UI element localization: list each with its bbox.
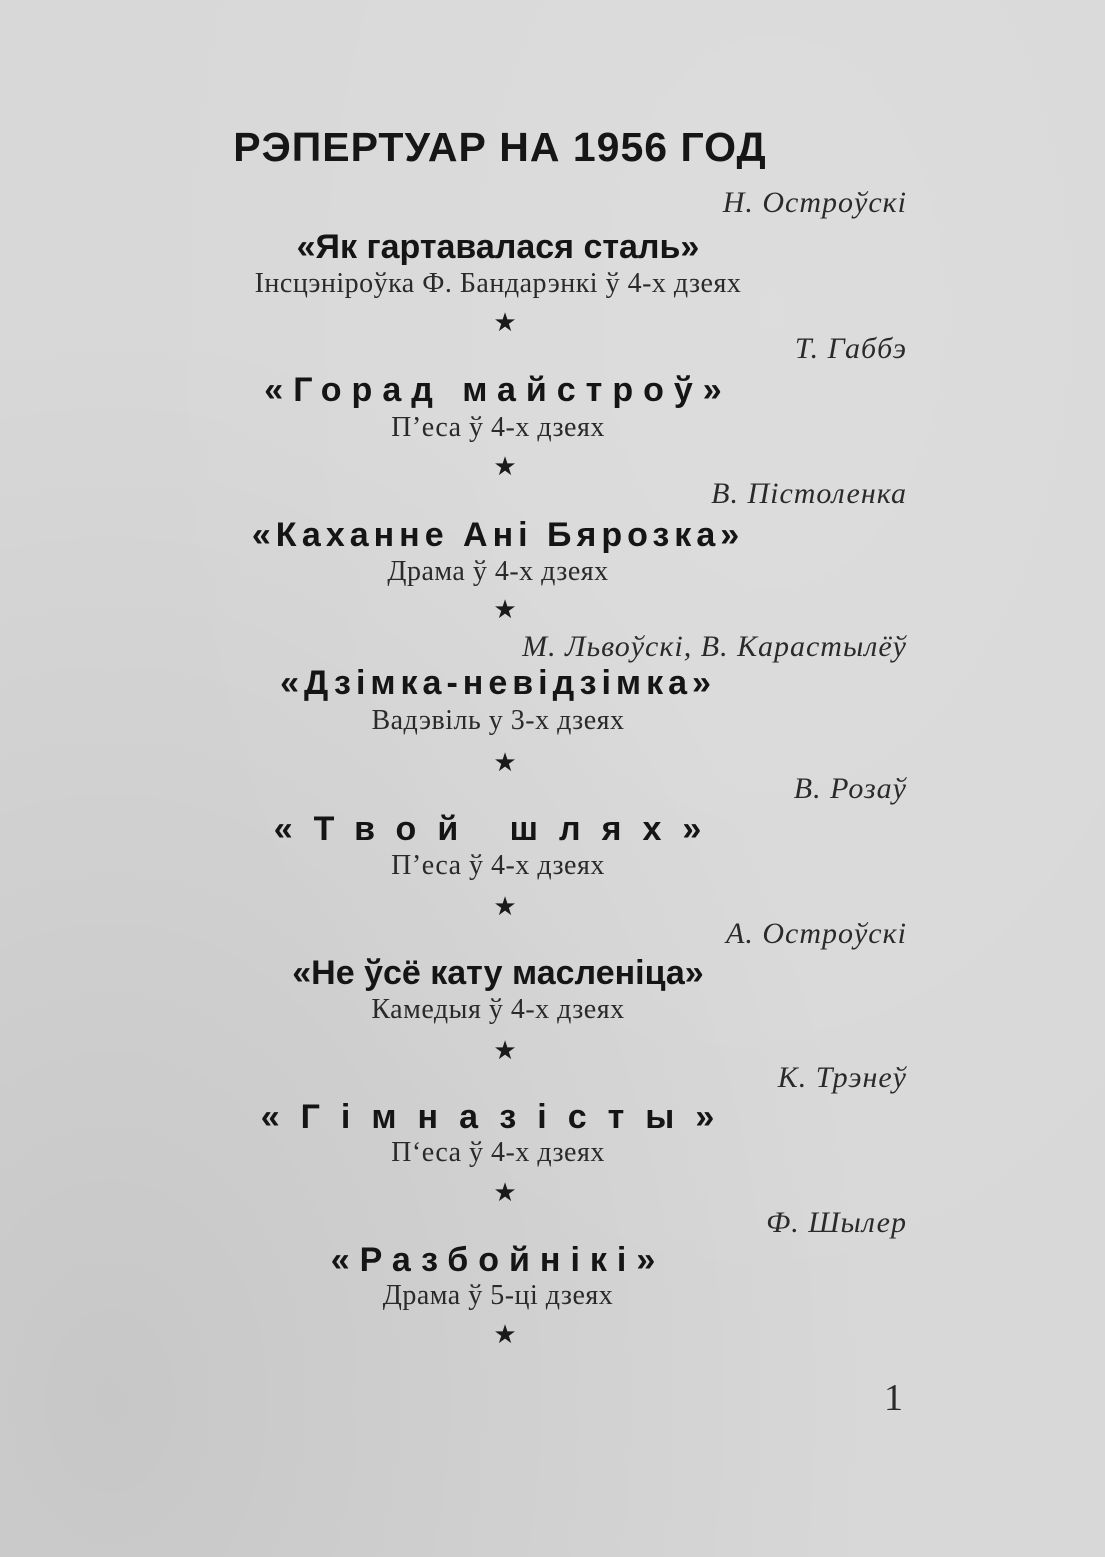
separator-star-5: ★ <box>493 892 517 922</box>
entry-7-author: К. Трэнеў <box>777 1061 907 1094</box>
entry-2-subtitle: П’еса ў 4-х дзеях <box>391 412 605 443</box>
entry-1-subtitle: Інсцэніроўка Ф. Бандарэнкі ў 4-х дзеях <box>254 268 742 299</box>
entry-4-title: «Дзімка-невідзімка» <box>280 664 716 702</box>
entry-8-title: «Разбойнікі» <box>330 1241 666 1279</box>
entry-3-author: В. Пістоленка <box>711 477 907 510</box>
entry-1-title: «Як гартавалася сталь» <box>296 228 700 266</box>
entry-5-subtitle: П’еса ў 4-х дзеях <box>391 850 605 881</box>
entry-5-title: «Твой шлях» <box>273 810 723 848</box>
separator-star-1: ★ <box>493 308 517 338</box>
separator-star-3: ★ <box>493 595 517 625</box>
entry-8-subtitle: Драма ў 5-ці дзеях <box>382 1280 614 1311</box>
entry-4-author: М. Львоўскі, В. Карастылёў <box>522 630 907 663</box>
entry-1-author: Н. Остроўскі <box>722 186 907 219</box>
entry-2-title: «Горад майстроў» <box>264 371 732 409</box>
separator-star-6: ★ <box>493 1036 517 1066</box>
separator-star-4: ★ <box>493 748 517 778</box>
entry-8-author: Ф. Шылер <box>766 1206 907 1239</box>
entry-3-title: «Каханне Ані Бярозка» <box>251 516 745 554</box>
entry-5-author: В. Розаў <box>793 772 907 805</box>
separator-star-8: ★ <box>493 1320 517 1350</box>
entry-7-subtitle: П‘еса ў 4-х дзеях <box>391 1137 605 1168</box>
separator-star-2: ★ <box>493 452 517 482</box>
entry-6-subtitle: Камедыя ў 4-х дзеях <box>371 994 625 1025</box>
entry-6-author: А. Остроўскі <box>726 917 907 950</box>
entry-2-author: Т. Габбэ <box>794 332 907 365</box>
separator-star-7: ★ <box>493 1178 517 1208</box>
entry-4-subtitle: Вадэвіль у 3-х дзеях <box>371 705 625 736</box>
entry-3-subtitle: Драма ў 4-х дзеях <box>387 556 609 587</box>
entry-6-title: «Не ўсё кату масленіца» <box>292 954 704 992</box>
entry-7-title: «Гімназісты» <box>260 1098 736 1136</box>
page-number: 1 <box>884 1377 903 1419</box>
page-heading: РЭПЕРТУАР НА 1956 ГОД <box>233 124 767 170</box>
